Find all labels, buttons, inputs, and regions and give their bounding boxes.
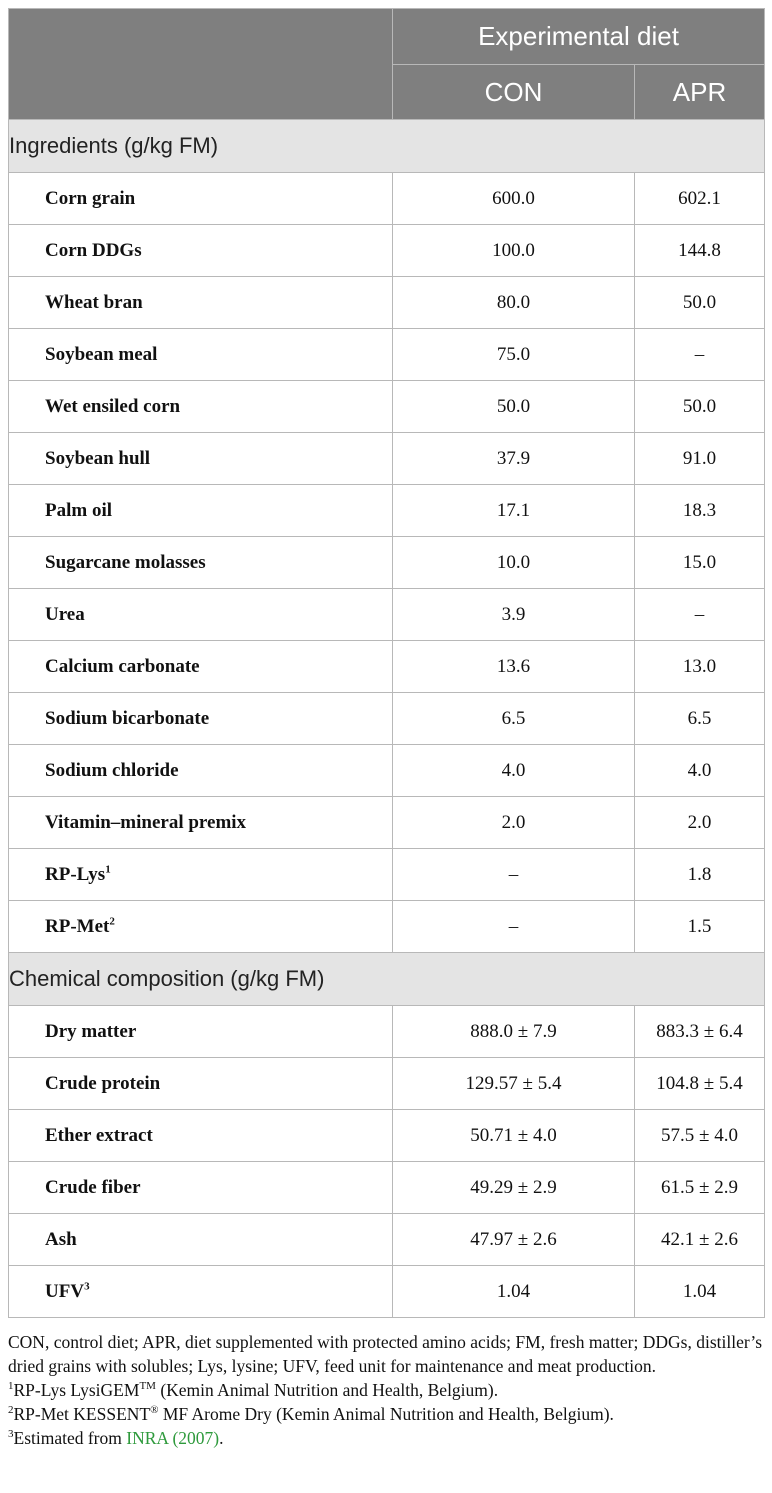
con-value: 6.5 bbox=[393, 693, 635, 745]
apr-value: 13.0 bbox=[635, 641, 765, 693]
con-value: 50.71 ± 4.0 bbox=[393, 1110, 635, 1162]
section-title: Chemical composition (g/kg FM) bbox=[9, 953, 765, 1006]
apr-value: – bbox=[635, 329, 765, 381]
row-label: RP-Met bbox=[45, 915, 110, 937]
row-label-cell bbox=[9, 641, 393, 693]
row-label: Corn DDGs bbox=[45, 239, 142, 261]
row-label-cell bbox=[9, 225, 393, 277]
con-value: 129.57 ± 5.4 bbox=[393, 1058, 635, 1110]
row-label: Crude protein bbox=[45, 1072, 161, 1094]
column-header-apr: APR bbox=[635, 65, 765, 120]
footnote-2-text-cont: MF Arome Dry (Kemin Animal Nutrition and Health, Belgium). bbox=[158, 1404, 614, 1424]
apr-value: 883.3 ± 6.4 bbox=[635, 1006, 765, 1058]
footnote-2-text: RP-Met KESSENT bbox=[13, 1404, 151, 1424]
con-value: 4.0 bbox=[393, 745, 635, 797]
table-row bbox=[9, 225, 765, 277]
table-row bbox=[9, 745, 765, 797]
table-row bbox=[9, 1162, 765, 1214]
row-label-cell bbox=[9, 381, 393, 433]
footnote-1-text: RP-Lys LysiGEM bbox=[13, 1380, 140, 1400]
con-value: 1.04 bbox=[393, 1266, 635, 1318]
footnote-1-text-cont: (Kemin Animal Nutrition and Health, Belgium). bbox=[155, 1380, 499, 1400]
row-label-cell bbox=[9, 849, 393, 901]
apr-value: 2.0 bbox=[635, 797, 765, 849]
con-value: 49.29 ± 2.9 bbox=[393, 1162, 635, 1214]
table-row bbox=[9, 537, 765, 589]
con-value: 17.1 bbox=[393, 485, 635, 537]
row-label-cell bbox=[9, 693, 393, 745]
table-row bbox=[9, 1006, 765, 1058]
apr-value: 18.3 bbox=[635, 485, 765, 537]
row-label: Wet ensiled corn bbox=[45, 395, 181, 417]
table-row bbox=[9, 797, 765, 849]
apr-value: 1.04 bbox=[635, 1266, 765, 1318]
row-label: Soybean meal bbox=[45, 343, 158, 365]
row-label: Vitamin–mineral premix bbox=[45, 811, 247, 833]
table-row bbox=[9, 485, 765, 537]
table-row bbox=[9, 277, 765, 329]
apr-value: – bbox=[635, 589, 765, 641]
row-label: Ash bbox=[45, 1228, 77, 1250]
footnote-1 bbox=[8, 1378, 768, 1402]
apr-value: 1.5 bbox=[635, 901, 765, 953]
apr-value: 104.8 ± 5.4 bbox=[635, 1058, 765, 1110]
table-row bbox=[9, 329, 765, 381]
row-label: Soybean hull bbox=[45, 447, 151, 469]
con-value: 47.97 ± 2.6 bbox=[393, 1214, 635, 1266]
row-label-cell bbox=[9, 745, 393, 797]
row-label-cell bbox=[9, 589, 393, 641]
con-value: 13.6 bbox=[393, 641, 635, 693]
table-row bbox=[9, 1266, 765, 1318]
inra-reference-link[interactable]: INRA (2007) bbox=[126, 1428, 220, 1448]
section-header-row bbox=[9, 120, 765, 173]
table-row bbox=[9, 1110, 765, 1162]
apr-value: 6.5 bbox=[635, 693, 765, 745]
apr-value: 57.5 ± 4.0 bbox=[635, 1110, 765, 1162]
con-value: – bbox=[393, 901, 635, 953]
row-label-cell bbox=[9, 329, 393, 381]
apr-value: 4.0 bbox=[635, 745, 765, 797]
row-label: Sodium chloride bbox=[45, 759, 179, 781]
footnote-marker: 1 bbox=[105, 863, 111, 876]
con-value: 2.0 bbox=[393, 797, 635, 849]
footnote-abbreviations: CON, control diet; APR, diet supplemented with protected amino acids; FM, fresh matter; DDGs, distiller’s dried grains with solubles; Lys, lysine; UFV, feed unit for maintenance and meat production. bbox=[8, 1332, 763, 1376]
row-label: RP-Lys bbox=[45, 863, 106, 885]
row-label: UFV bbox=[45, 1280, 85, 1302]
table-row bbox=[9, 433, 765, 485]
con-value: 80.0 bbox=[393, 277, 635, 329]
apr-value: 15.0 bbox=[635, 537, 765, 589]
section-header-row bbox=[9, 953, 765, 1006]
con-value: 600.0 bbox=[393, 173, 635, 225]
con-value: 10.0 bbox=[393, 537, 635, 589]
header-blank-cell bbox=[9, 9, 393, 120]
con-value: 3.9 bbox=[393, 589, 635, 641]
apr-value: 602.1 bbox=[635, 173, 765, 225]
row-label: Corn grain bbox=[45, 187, 136, 209]
experimental-diet-header: Experimental diet bbox=[393, 9, 765, 65]
row-label: Palm oil bbox=[45, 499, 113, 521]
row-label-cell bbox=[9, 1006, 393, 1058]
row-label: Urea bbox=[45, 603, 85, 625]
footnote-marker: 3 bbox=[84, 1280, 90, 1293]
section-title: Ingredients (g/kg FM) bbox=[9, 120, 765, 173]
apr-value: 1.8 bbox=[635, 849, 765, 901]
row-label-cell bbox=[9, 277, 393, 329]
table-row bbox=[9, 381, 765, 433]
table-row bbox=[9, 1214, 765, 1266]
footnote-2-marker: 2 bbox=[8, 1404, 14, 1417]
table-row bbox=[9, 901, 765, 953]
apr-value: 61.5 ± 2.9 bbox=[635, 1162, 765, 1214]
footnote-3 bbox=[8, 1426, 768, 1450]
apr-value: 50.0 bbox=[635, 381, 765, 433]
row-label-cell bbox=[9, 433, 393, 485]
table-row bbox=[9, 173, 765, 225]
footnote-3-text-cont: . bbox=[219, 1428, 224, 1448]
row-label: Wheat bran bbox=[45, 291, 143, 313]
row-label-cell bbox=[9, 1266, 393, 1318]
row-label-cell bbox=[9, 485, 393, 537]
footnote-3-text: Estimated from bbox=[13, 1428, 127, 1448]
row-label: Sodium bicarbonate bbox=[45, 707, 210, 729]
footnote-2 bbox=[8, 1402, 768, 1426]
row-label: Ether extract bbox=[45, 1124, 153, 1146]
row-label-cell bbox=[9, 1110, 393, 1162]
apr-value: 50.0 bbox=[635, 277, 765, 329]
row-label: Calcium carbonate bbox=[45, 655, 200, 677]
row-label: Sugarcane molasses bbox=[45, 551, 206, 573]
con-value: 37.9 bbox=[393, 433, 635, 485]
con-value: 50.0 bbox=[393, 381, 635, 433]
table-row bbox=[9, 589, 765, 641]
table-row bbox=[9, 641, 765, 693]
row-label-cell bbox=[9, 901, 393, 953]
table-row bbox=[9, 849, 765, 901]
registered-symbol: ® bbox=[150, 1404, 159, 1417]
footnote-3-marker: 3 bbox=[8, 1428, 14, 1441]
footnote-marker: 2 bbox=[109, 915, 115, 928]
row-label-cell bbox=[9, 1058, 393, 1110]
row-label-cell bbox=[9, 173, 393, 225]
column-header-con: CON bbox=[393, 65, 635, 120]
table-row bbox=[9, 693, 765, 745]
row-label-cell bbox=[9, 1214, 393, 1266]
apr-value: 42.1 ± 2.6 bbox=[635, 1214, 765, 1266]
con-value: 888.0 ± 7.9 bbox=[393, 1006, 635, 1058]
row-label: Dry matter bbox=[45, 1020, 137, 1042]
row-label-cell bbox=[9, 797, 393, 849]
con-value: 75.0 bbox=[393, 329, 635, 381]
diet-composition-table bbox=[8, 8, 765, 1318]
row-label: Crude fiber bbox=[45, 1176, 141, 1198]
trademark-symbol: TM bbox=[139, 1380, 156, 1393]
table-row bbox=[9, 1058, 765, 1110]
con-value: – bbox=[393, 849, 635, 901]
row-label-cell bbox=[9, 1162, 393, 1214]
apr-value: 91.0 bbox=[635, 433, 765, 485]
row-label-cell bbox=[9, 537, 393, 589]
apr-value: 144.8 bbox=[635, 225, 765, 277]
footnote-1-marker: 1 bbox=[8, 1380, 14, 1393]
table-footnotes bbox=[8, 1330, 768, 1450]
con-value: 100.0 bbox=[393, 225, 635, 277]
table-body bbox=[9, 120, 765, 1318]
